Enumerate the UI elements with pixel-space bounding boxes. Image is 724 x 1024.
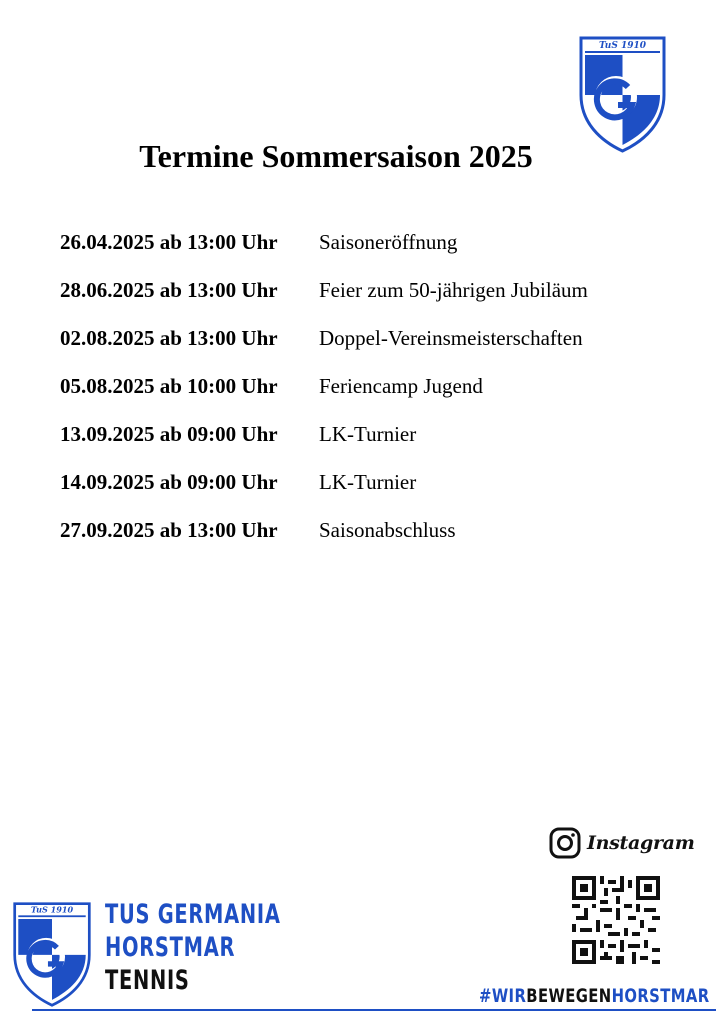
club-name-line1: TUS GERMANIA — [105, 899, 281, 930]
hashtag-part2: BEWEGEN — [526, 985, 613, 1007]
event-date: 26.04.2025 ab 13:00 Uhr — [60, 230, 278, 254]
event-date: 13.09.2025 ab 09:00 Uhr — [60, 422, 278, 446]
club-crest-footer-logo — [12, 900, 92, 1008]
event-date: 05.08.2025 ab 10:00 Uhr — [60, 374, 278, 398]
instagram-label: Instagram — [587, 832, 695, 854]
event-name: Feier zum 50-jährigen Jubiläum — [319, 278, 588, 302]
page-title: Termine Sommersaison 2025 — [139, 138, 533, 174]
event-name: LK-Turnier — [319, 422, 417, 446]
event-name: Doppel-Vereinsmeisterschaften — [319, 326, 583, 350]
instagram-link[interactable] — [549, 826, 695, 860]
svg-text:TuS 1910: TuS 1910 — [30, 904, 74, 915]
hashtag — [479, 985, 710, 1007]
event-name: Saisonabschluss — [319, 518, 456, 542]
event-name: Saisoneröffnung — [319, 230, 458, 254]
club-name-line2: HORSTMAR — [105, 932, 236, 963]
club-department: TENNIS — [105, 965, 190, 996]
event-date: 28.06.2025 ab 13:00 Uhr — [60, 278, 278, 302]
club-crest-logo — [578, 35, 667, 153]
svg-text:TuS 1910: TuS 1910 — [598, 41, 647, 51]
event-date: 14.09.2025 ab 09:00 Uhr — [60, 470, 278, 494]
event-name: Feriencamp Jugend — [319, 374, 483, 398]
hashtag-part1: #WIR — [479, 985, 527, 1007]
event-name: LK-Turnier — [319, 470, 417, 494]
event-date: 02.08.2025 ab 13:00 Uhr — [60, 326, 278, 350]
instagram-icon — [549, 827, 581, 859]
hashtag-part3: HORSTMAR — [612, 985, 710, 1007]
footer-divider — [32, 1009, 716, 1011]
qr-code-icon[interactable] — [572, 876, 660, 964]
event-date: 27.09.2025 ab 13:00 Uhr — [60, 518, 278, 542]
